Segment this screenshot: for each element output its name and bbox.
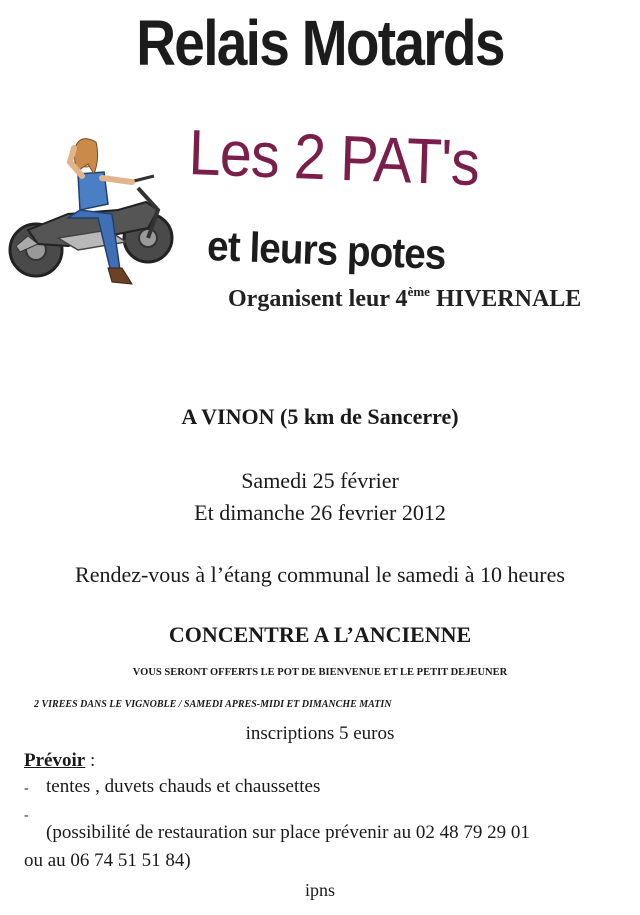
- inscriptions-fee: inscriptions 5 euros: [245, 723, 395, 744]
- motorcycle-rider-illustration: [8, 118, 178, 298]
- offerts-note: VOUS SERONT OFFERTS LE POT DE BIENVENUE ET LE PETIT DEJEUNER: [132, 667, 508, 678]
- event-location: A VINON (5 km de Sancerre): [181, 404, 459, 429]
- organise-line: [228, 284, 581, 313]
- poster-title: Relais Motards: [136, 7, 504, 79]
- restauration-line-1: (possibilité de restauration sur place prévenir au 02 48 79 29 01: [46, 822, 530, 843]
- event-date-line-2: Et dimanche 26 fevrier 2012: [194, 500, 446, 525]
- concentre-heading: CONCENTRE A L’ANCIENNE: [168, 622, 472, 647]
- list-bullet: -: [24, 808, 29, 823]
- virees-note: 2 VIREES DANS LE VIGNOBLE / SAMEDI APRES-MIDI ET DIMANCHE MATIN: [34, 699, 392, 710]
- prevoir-heading: [24, 750, 95, 772]
- list-item-tentes: tentes , duvets chauds et chaussettes: [46, 776, 321, 797]
- organise-prefix: Organisent leur 4: [228, 286, 408, 312]
- meeting-point: Rendez-vous à l’étang communal le samedi à 10 heures: [75, 562, 565, 587]
- prevoir-label: Prévoir: [24, 750, 86, 771]
- organise-suffix: HIVERNALE: [429, 286, 582, 312]
- list-bullet: -: [24, 781, 29, 796]
- prevoir-colon: :: [85, 750, 96, 771]
- event-date-line-1: Samedi 25 février: [241, 468, 399, 493]
- organise-superscript: ème: [407, 284, 430, 299]
- poster-subtitle: Les 2 PAT's: [187, 115, 481, 200]
- poster-subtitle-2: et leurs potes: [206, 222, 447, 279]
- ipns-footer: ipns: [304, 880, 335, 900]
- restauration-line-2: ou au 06 74 51 51 84): [24, 850, 191, 871]
